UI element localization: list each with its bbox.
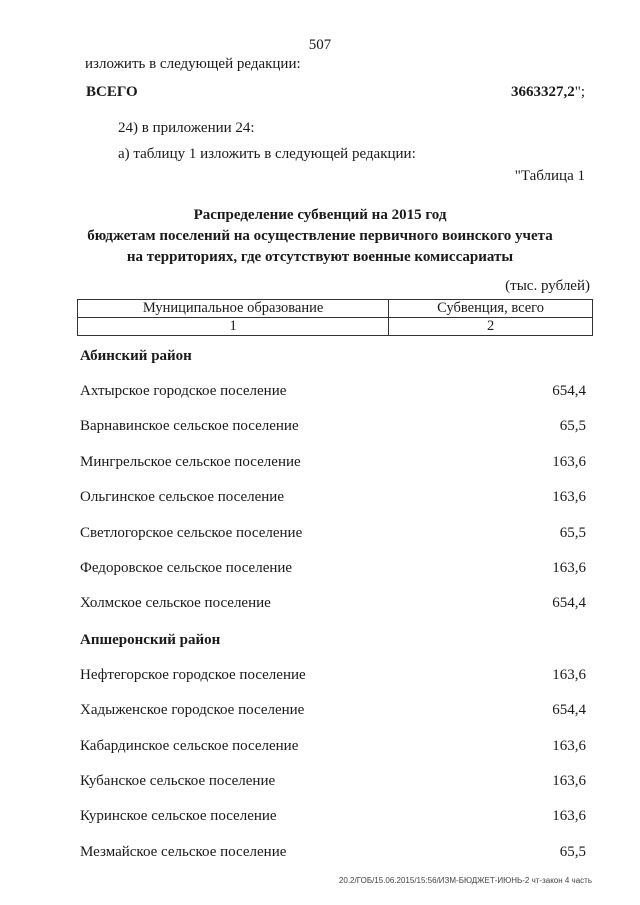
total-label: ВСЕГО — [86, 84, 138, 100]
row-value: 65,5 — [559, 524, 586, 541]
table-row — [80, 480, 586, 515]
table-row — [80, 835, 586, 870]
header-num-2: 2 — [389, 318, 593, 336]
row-value: 654,4 — [552, 702, 586, 719]
title-line: на территориях, где отсутствуют военные комиссариаты — [126, 249, 514, 265]
table-row — [80, 374, 586, 409]
district-heading: Абинский район — [80, 348, 192, 364]
item-a: а) таблицу 1 изложить в следующей редакции: — [118, 146, 416, 162]
row-name: Ахтырское городское поселение — [80, 383, 287, 399]
total-value — [511, 84, 585, 101]
title-line: Распределение субвенций на 2015 год — [193, 207, 447, 223]
total-suffix: "; — [574, 84, 585, 100]
table-row — [80, 586, 586, 621]
row-value: 163,6 — [552, 489, 586, 506]
table-row — [80, 799, 586, 834]
header-number-row — [78, 318, 593, 336]
table-caption: "Таблица 1 — [514, 168, 585, 184]
row-value: 654,4 — [552, 383, 586, 399]
row-value: 163,6 — [552, 559, 586, 576]
table-row — [80, 729, 586, 764]
row-value: 163,6 — [552, 453, 586, 470]
intro-text: изложить в следующей редакции: — [85, 56, 301, 72]
row-value: 163,6 — [552, 666, 586, 683]
row-name: Ольгинское сельское поселение — [80, 489, 284, 506]
row-name: Куринское сельское поселение — [80, 808, 277, 825]
row-name: Нефтегорское городское поселение — [80, 666, 306, 683]
row-name: Мезмайское сельское поселение — [80, 843, 287, 860]
table-row — [80, 551, 586, 586]
row-name: Светлогорское сельское поселение — [80, 524, 303, 541]
row-name: Федоровское сельское поселение — [80, 559, 293, 576]
row-value: 654,4 — [552, 595, 586, 612]
table-row — [80, 693, 586, 728]
table-row — [80, 658, 586, 693]
row-value: 65,5 — [559, 843, 586, 860]
title-line: бюджетам поселений на осуществление первичного воинского учета — [87, 228, 553, 244]
row-value: 163,6 — [552, 772, 586, 789]
units-label: (тыс. рублей) — [505, 278, 590, 294]
footer-file-path: 20.2/ГОБ/15.06.2015/15:56/ИЗМ-БЮДЖЕТ-ИЮНЬ-2 чт-закон 4 часть — [338, 876, 592, 885]
item-24: 24) в приложении 24: — [118, 120, 255, 136]
row-name: Хадыженское городское поселение — [80, 702, 305, 719]
row-name: Кубанское сельское поселение — [80, 772, 276, 789]
district-heading: Апшеронский район — [80, 631, 221, 648]
total-amount: 3663327,2 — [510, 84, 575, 100]
header-row — [78, 300, 593, 318]
row-name: Варнавинское сельское поселение — [80, 418, 299, 435]
table-row — [80, 445, 586, 480]
header-col-municipality: Муниципальное образование — [78, 300, 389, 318]
table-row — [80, 764, 586, 799]
row-value: 163,6 — [552, 808, 586, 825]
header-col-subvention: Субвенция, всего — [389, 300, 593, 318]
table-header — [77, 299, 593, 336]
row-name: Холмское сельское поселение — [80, 595, 271, 612]
table-row — [80, 516, 586, 551]
page-number: 507 — [308, 37, 332, 53]
row-value: 163,6 — [552, 737, 586, 754]
row-name: Мингрельское сельское поселение — [80, 453, 301, 470]
row-name: Кабардинское сельское поселение — [80, 737, 299, 754]
row-value: 65,5 — [559, 418, 586, 435]
table-row — [80, 409, 586, 444]
document-title — [0, 205, 640, 268]
table-body — [80, 338, 586, 870]
header-num-1: 1 — [78, 318, 389, 336]
